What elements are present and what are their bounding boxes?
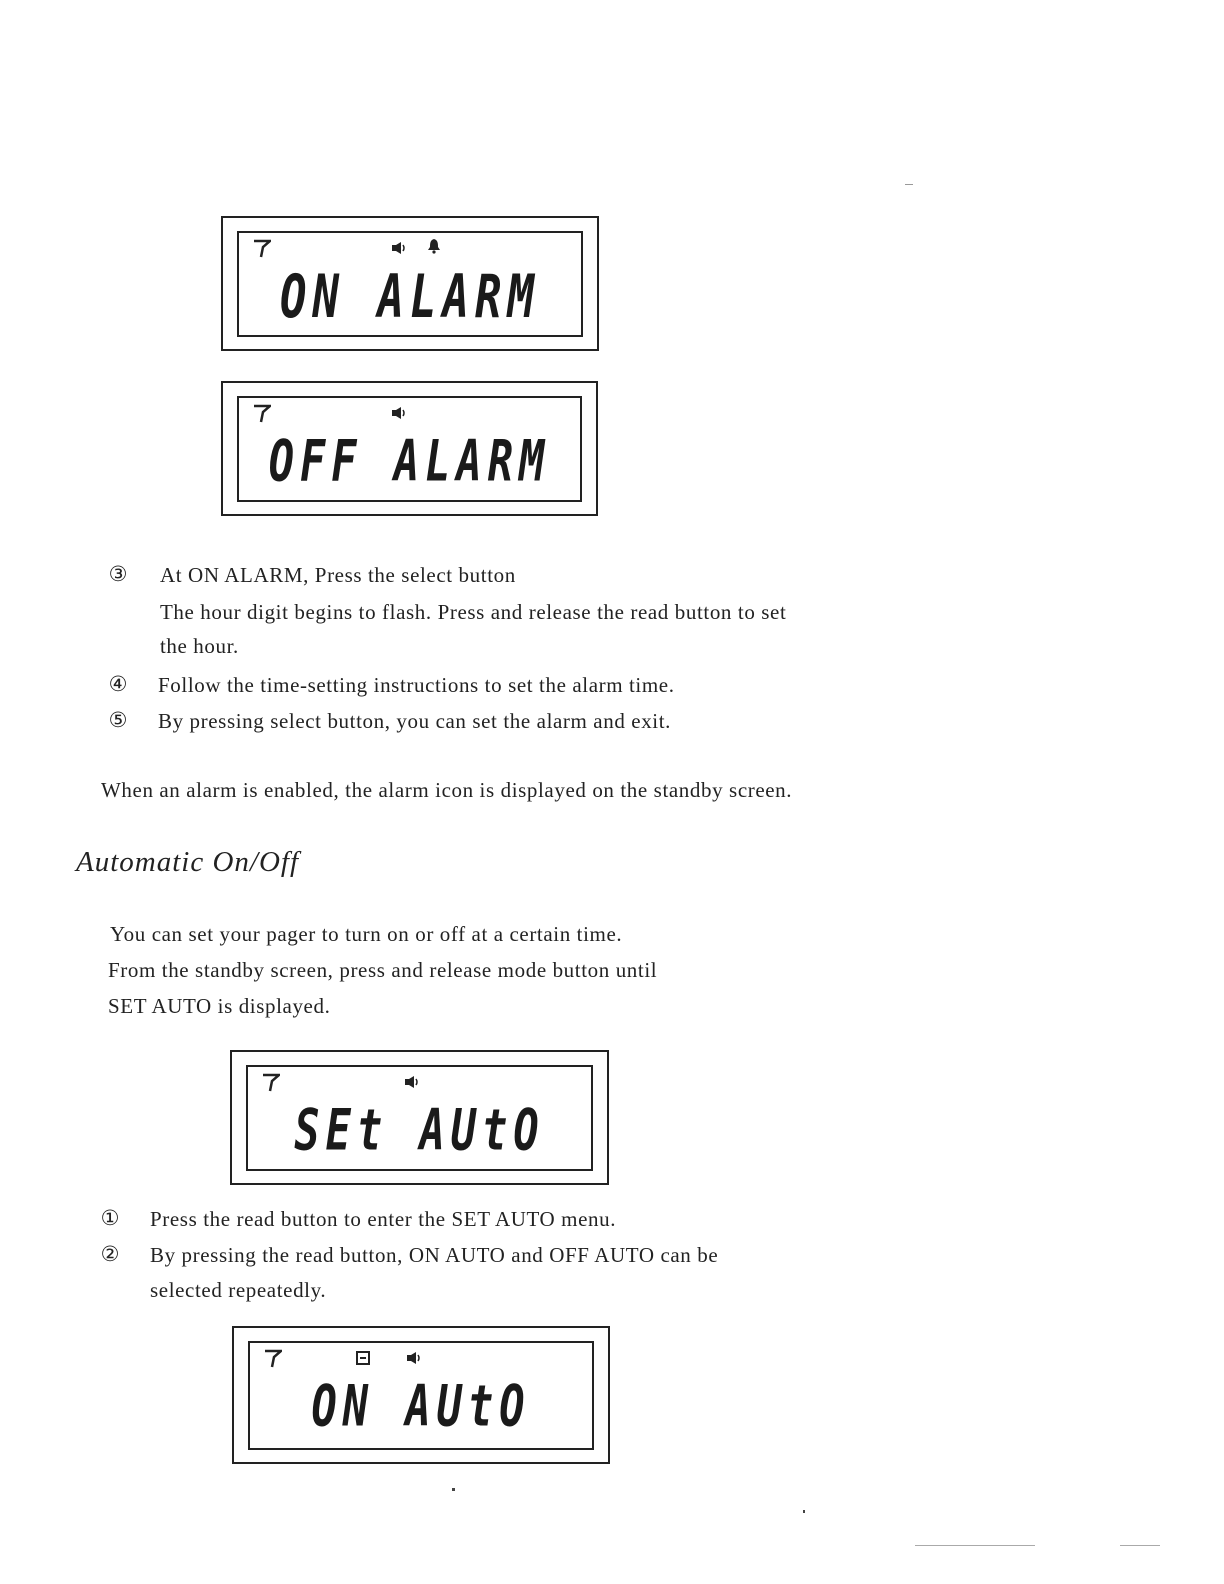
lcd-inner-frame [248, 1341, 594, 1450]
auto-box-icon [356, 1351, 370, 1365]
lcd-display-on-alarm [221, 216, 599, 351]
speaker-icon [406, 1351, 422, 1365]
lcd-display-on-auto [232, 1326, 610, 1464]
step-text: At ON ALARM, Press the select button [160, 563, 516, 587]
scan-speck [803, 1510, 805, 1513]
bell-icon [427, 238, 441, 254]
step-marker: ③ [108, 562, 128, 586]
step-marker: ① [100, 1206, 120, 1230]
antenna-icon [262, 1073, 280, 1093]
step-marker: ⑤ [108, 708, 128, 732]
antenna-icon [253, 404, 271, 424]
lcd-text: ON ALARM [280, 263, 540, 332]
antenna-icon [264, 1349, 282, 1369]
intro-text: From the standby screen, press and release mode button until [108, 958, 658, 982]
scan-speck [905, 184, 913, 185]
step-text: Press the read button to enter the SET AUTO menu. [150, 1207, 617, 1231]
lcd-display-set-auto [230, 1050, 609, 1185]
scan-speck [1120, 1545, 1160, 1546]
alarm-note: When an alarm is enabled, the alarm icon is displayed on the standby screen. [101, 778, 793, 802]
intro-text: SET AUTO is displayed. [108, 994, 331, 1018]
lcd-text: OFF ALARM [268, 428, 551, 495]
step-text: Follow the time-setting instructions to set the alarm time. [158, 673, 675, 697]
step-text: By pressing select button, you can set the alarm and exit. [158, 709, 672, 733]
step-text: the hour. [160, 634, 239, 658]
antenna-icon [253, 239, 271, 259]
lcd-inner-frame [237, 231, 583, 337]
scan-speck [452, 1488, 455, 1491]
section-heading: Automatic On/Off [76, 846, 300, 878]
step-text: By pressing the read button, ON AUTO and OFF AUTO can be [150, 1243, 719, 1267]
step-marker: ② [100, 1242, 120, 1266]
speaker-icon [404, 1075, 420, 1089]
lcd-display-off-alarm [221, 381, 598, 516]
lcd-text: ON AUtO [311, 1373, 531, 1440]
step-text: The hour digit begins to flash. Press and release the read button to set [160, 600, 787, 624]
speaker-icon [391, 241, 407, 255]
speaker-icon [391, 406, 407, 420]
lcd-inner-frame [246, 1065, 593, 1171]
step-marker: ④ [108, 672, 128, 696]
lcd-text: SEt AUtO [294, 1097, 545, 1164]
scan-speck [915, 1545, 1035, 1546]
intro-text: You can set your pager to turn on or off at a certain time. [110, 922, 623, 946]
lcd-inner-frame [237, 396, 582, 502]
step-text: selected repeatedly. [150, 1278, 327, 1302]
